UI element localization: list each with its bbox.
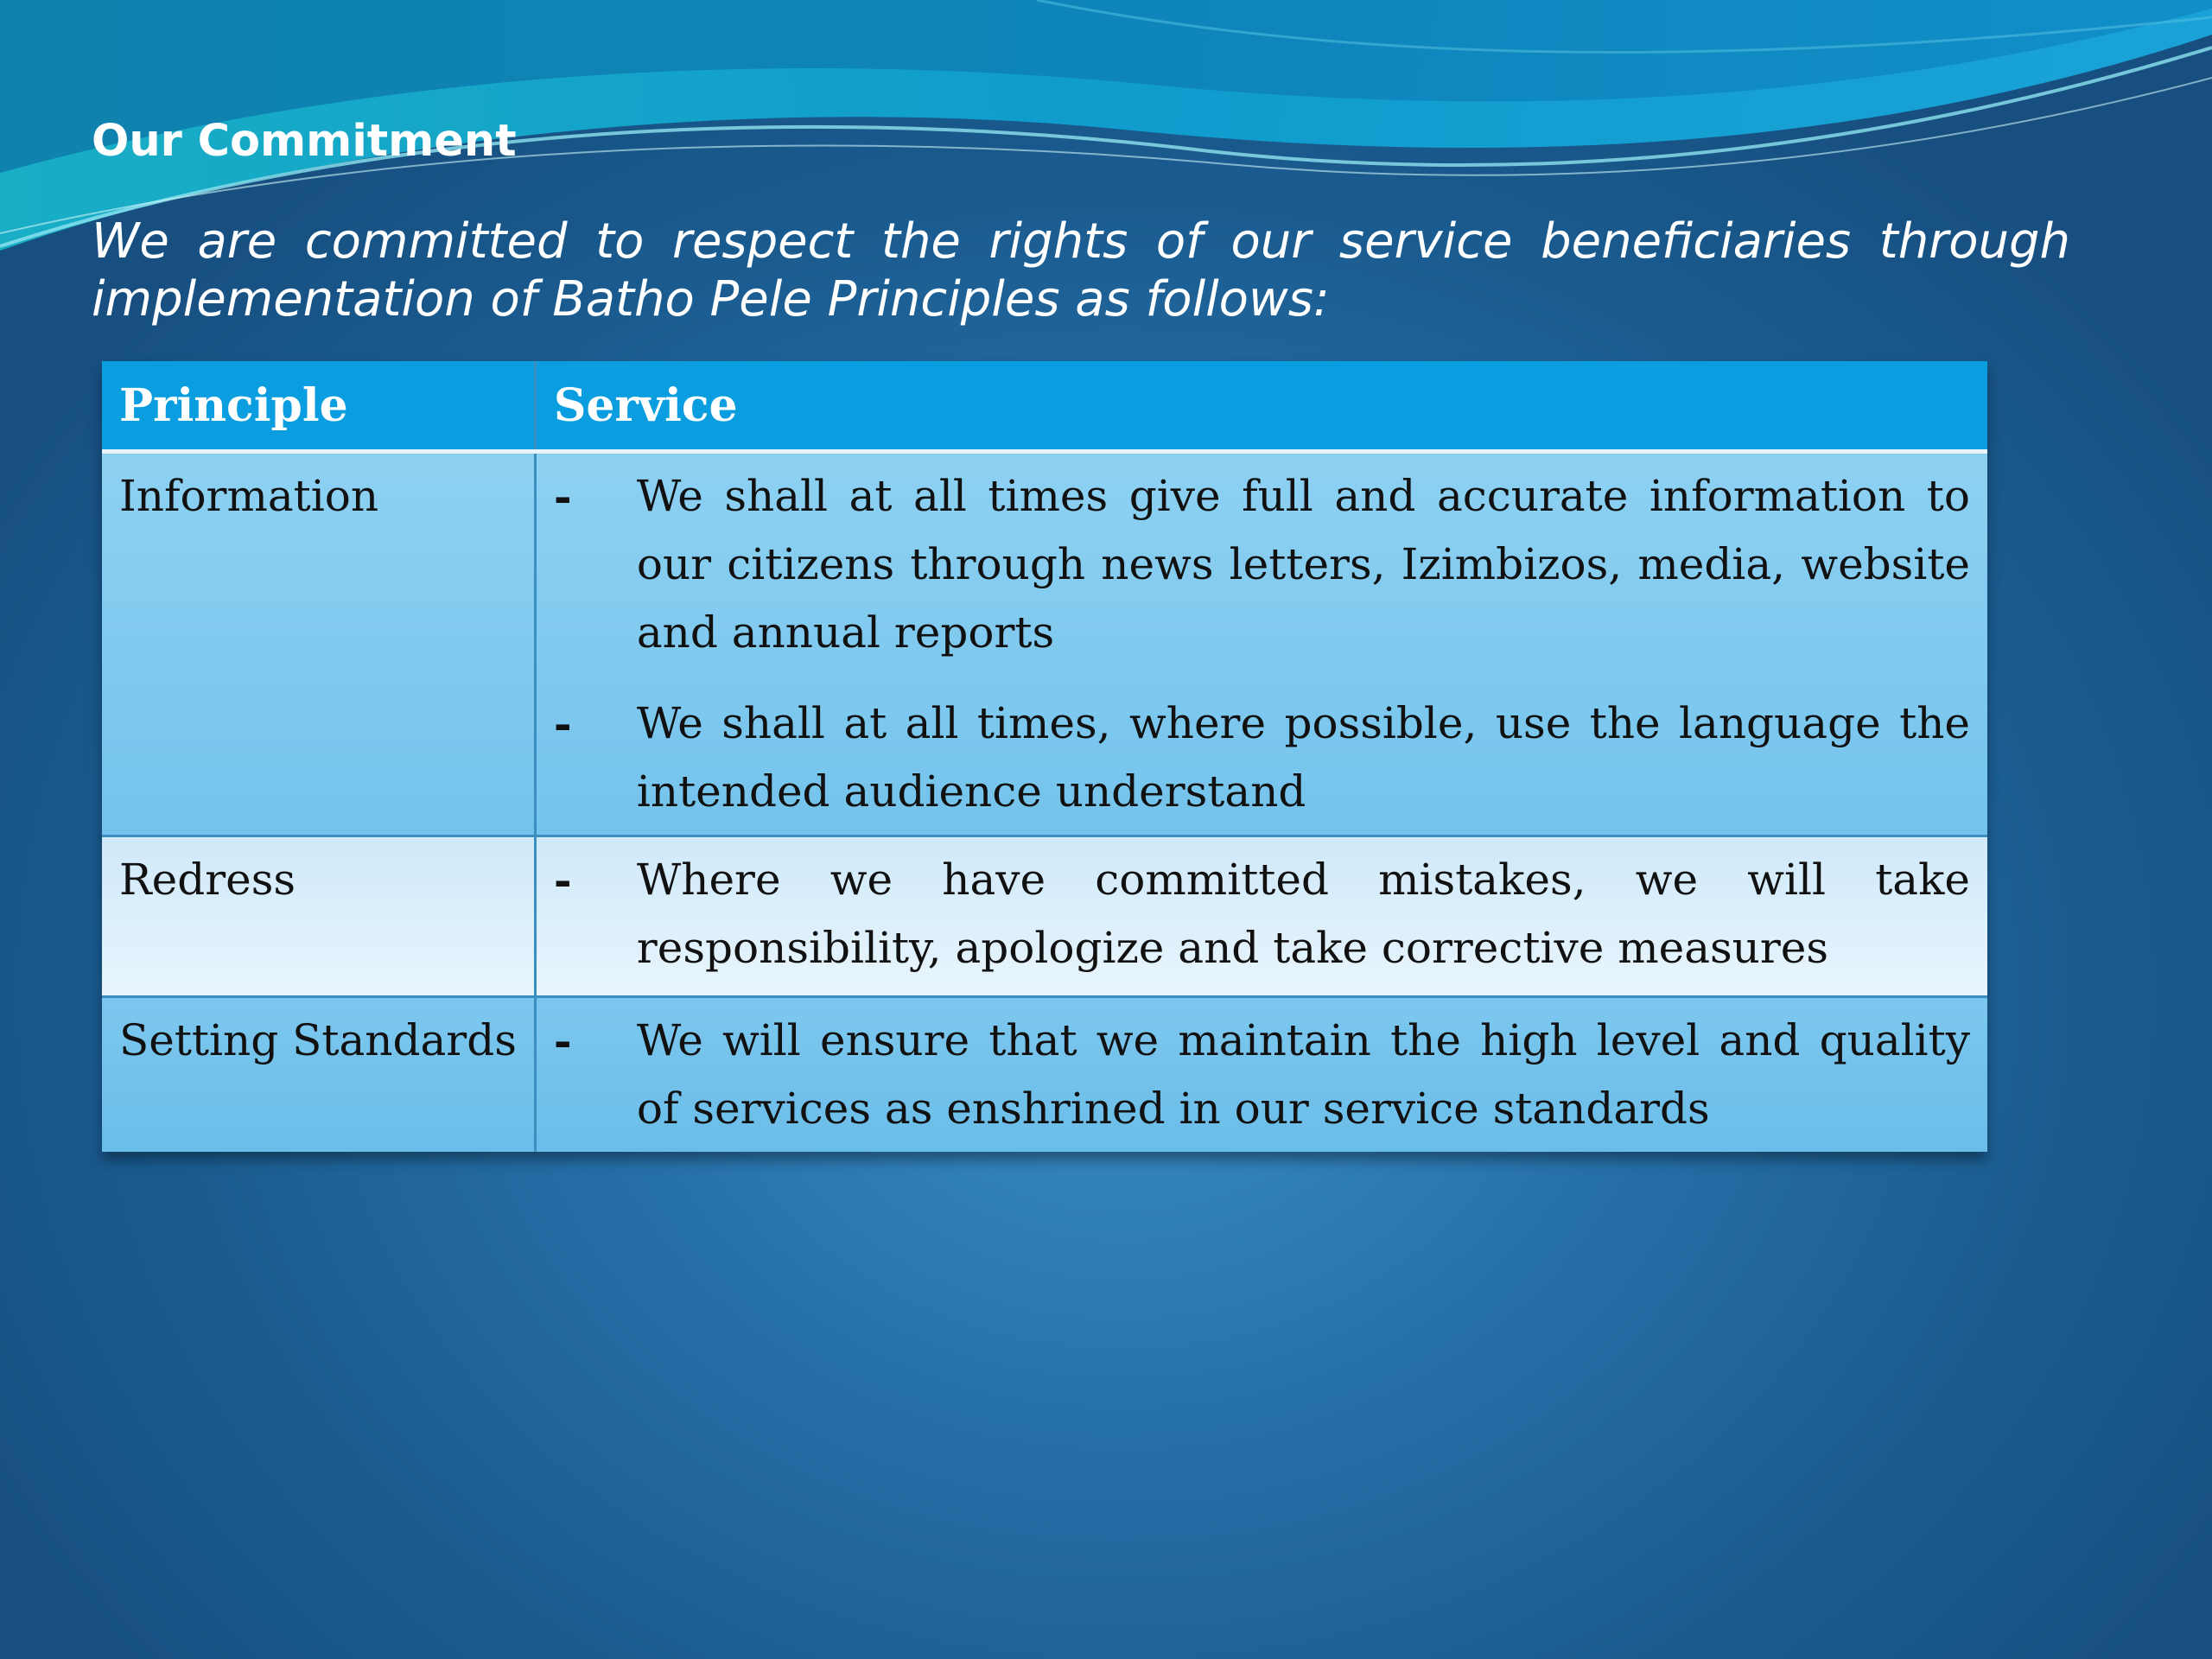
table-row <box>102 836 1987 997</box>
service-cell-setting-standards <box>535 997 1987 1153</box>
bullet-dash: - <box>553 471 572 522</box>
bullet-dash: - <box>553 855 572 906</box>
service-cell-redress <box>535 836 1987 997</box>
slide-title: Our Commitment <box>92 116 517 167</box>
table-header-row <box>102 361 1987 452</box>
header-service: Service <box>535 361 1987 452</box>
table-row <box>102 997 1987 1153</box>
intro-text: We are committed to respect the rights of our service beneficiaries through implementation of Batho Pele Principles as follows: <box>92 213 2070 327</box>
bullet-dash: - <box>553 698 572 749</box>
principles-table <box>102 361 1987 1152</box>
service-item <box>554 690 1970 826</box>
service-text: We shall at all times give full and accurate information to our citizens through news letters, Izimbizos, media, website and annual reports <box>636 471 1970 658</box>
header-principle: Principle <box>102 361 535 452</box>
principle-setting-standards: Setting Standards <box>102 997 535 1153</box>
service-text: We shall at all times, where possible, use the language the intended audience understand <box>636 698 1970 817</box>
service-text: Where we have committed mistakes, we will take responsibility, apologize and take corrective measures <box>636 855 1970 973</box>
table-row <box>102 452 1987 836</box>
principle-redress: Redress <box>102 836 535 997</box>
service-item <box>554 846 1970 982</box>
principle-information: Information <box>102 452 535 836</box>
principles-table-container <box>102 361 1987 1152</box>
service-item <box>554 1007 1970 1143</box>
service-item <box>554 462 1970 667</box>
service-cell-information <box>535 452 1987 836</box>
bullet-dash: - <box>553 1015 572 1066</box>
service-text: We will ensure that we maintain the high level and quality of services as enshrined in our service standards <box>636 1015 1970 1134</box>
